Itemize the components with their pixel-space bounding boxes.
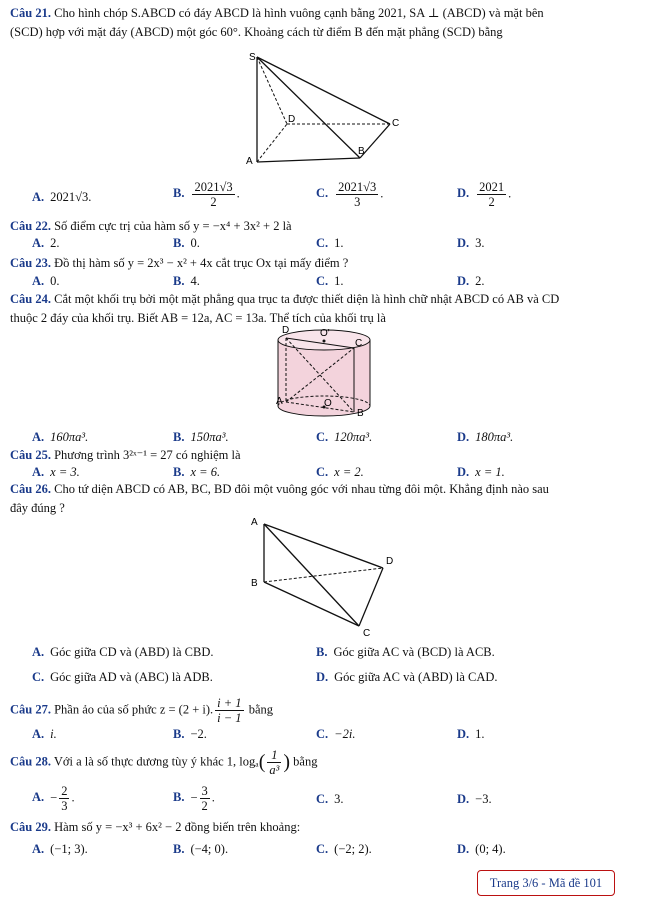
option-a[interactable]: A. Góc giữa CD và (ABD) là CBD. [32,645,214,659]
label-O-prime: O' [320,328,330,339]
option-a[interactable]: A. x = 3. [32,465,80,479]
question-24: Câu 24. Cắt một khối trụ bởi một mặt phẳng qua trục ta được thiết diện là hình chữ nhật ABCD có AB và CD thuộc 2 đáy của khối trụ. Biết AB = 12a, AC = 13a. Thể tích của khối trụ là [10,292,560,325]
page-footer-badge: Trang 3/6 - Mã đề 101 [477,870,615,896]
label-D: D [288,114,296,125]
option-c[interactable]: C. Góc giữa AD và (ABC) là ADB. [32,670,213,684]
label-C: C [363,628,371,639]
option-d[interactable]: D. 1. [457,727,485,741]
option-b[interactable]: B. − $\frac{3}{2}$ . [173,784,215,813]
option-a[interactable]: A. 2021√3. [32,190,92,204]
option-b[interactable]: B. −2. [173,727,207,741]
edge-SD [257,57,287,124]
options-24 [0,428,650,448]
question-21 [10,4,638,42]
question-29: Câu 29. Hàm số y = −x³ + 6x² − 2 đồng biến trên khoảng: [10,820,301,834]
cylinder-figure [268,324,383,424]
label-C: C [392,118,400,129]
option-d[interactable]: D. x = 1. [457,465,505,479]
question-text: Cho hình chóp S.ABCD có đáy ABCD là hình vuông cạnh bằng 2021, SA ⊥ (ABCD) và mặt bên [54,6,544,20]
question-27: Câu 27. Phần ảo của số phức z = (2 + i). $\frac{i + 1}{i - 1}$ bằng [10,696,273,725]
edge-BD [264,568,383,582]
pyramid-figure [230,50,420,175]
label-A: A [251,517,258,528]
options-21 [0,180,650,209]
label-B: B [251,578,258,589]
option-d[interactable]: D. 2. [457,274,485,288]
question-26: Câu 26. Cho tứ diện ABCD có AB, BC, BD đôi một vuông góc với nhau từng đôi một. Khẳng định nào sau đây đúng ? [10,482,549,515]
option-c[interactable]: C. (−2; 2). [316,842,372,856]
option-c[interactable]: C. −2i. [316,727,356,741]
option-d[interactable]: D. Góc giữa AC và (ABD) là CAD. [316,670,498,684]
option-a[interactable]: A. (−1; 3). [32,842,88,856]
option-a[interactable]: A. − $\frac{2}{3}$ . [32,784,75,813]
option-b[interactable]: B. (−4; 0). [173,842,229,856]
option-b[interactable]: B. 0. [173,236,200,250]
label-B: B [358,146,365,157]
option-c[interactable]: C. x = 2. [316,465,364,479]
option-b[interactable]: B. x = 6. [173,465,221,479]
option-a[interactable]: A. 160πa³. [32,430,89,444]
edge-BC [264,582,359,626]
edge-AC [264,524,359,626]
edge-SC [257,57,390,124]
label-D: D [386,556,394,567]
edge-AB [257,158,360,162]
label-C: C [355,338,363,349]
label-S: S [249,52,256,63]
option-c[interactable]: C. 120πa³. [316,430,373,444]
option-a[interactable]: A. 2. [32,236,60,250]
label-B: B [357,408,364,419]
question-23: Câu 23. Đồ thị hàm số y = 2x³ − x² + 4x cắt trục Ox tại mấy điểm ? [10,256,349,270]
options-22 [0,234,650,254]
center-O-prime [323,340,326,343]
option-d[interactable]: D. (0; 4). [457,842,506,856]
option-b[interactable]: B. 4. [173,274,200,288]
option-b[interactable]: B. 150πa³. [173,430,229,444]
label-D: D [282,325,290,336]
edge-SB [257,57,360,158]
option-c[interactable]: C. 1. [316,236,344,250]
option-d[interactable]: D. −3. [457,792,492,806]
option-c[interactable]: C. 1. [316,274,344,288]
question-number: Câu 21. [10,6,51,20]
option-b[interactable]: B. Góc giữa AC và (BCD) là ACB. [316,645,495,659]
options-29 [0,840,650,860]
edge-AD [257,124,287,162]
option-d[interactable]: D. 180πa³. [457,430,514,444]
option-c[interactable]: C. $\frac{2021√3}{3}$ . [316,180,384,209]
options-26-row1 [0,643,650,663]
tetrahedron-figure [245,512,405,642]
option-d[interactable]: D. $\frac{2021}{2}$ . [457,180,512,209]
label-A: A [276,396,283,407]
options-23 [0,272,650,292]
label-O: O [324,398,332,409]
edge-AD [264,524,383,568]
edge-DC [359,568,383,626]
options-26-row2 [0,668,650,688]
question-text: (SCD) hợp với mặt đáy (ABCD) một góc 60°. Khoảng cách từ điểm B đến mặt phẳng (SCD) bằng [10,25,503,39]
options-28 [0,784,650,813]
options-27 [0,725,650,745]
question-25: Câu 25. Phương trình 3²ˣ⁻¹ = 27 có nghiệm là [10,448,241,462]
option-b[interactable]: B. $\frac{2021√3}{2}$ . [173,180,240,209]
option-a[interactable]: A. i. [32,727,57,741]
option-c[interactable]: C. 3. [316,792,344,806]
option-d[interactable]: D. 3. [457,236,485,250]
label-A: A [246,156,253,167]
question-22: Câu 22. Số điểm cực trị của hàm số y = −x⁴ + 3x² + 2 là [10,219,292,233]
question-28: Câu 28. Với a là số thực dương tùy ý khác 1, logₐ( $\frac{1}{\text{a³}}$ ) bằng [10,748,318,777]
option-a[interactable]: A. 0. [32,274,60,288]
